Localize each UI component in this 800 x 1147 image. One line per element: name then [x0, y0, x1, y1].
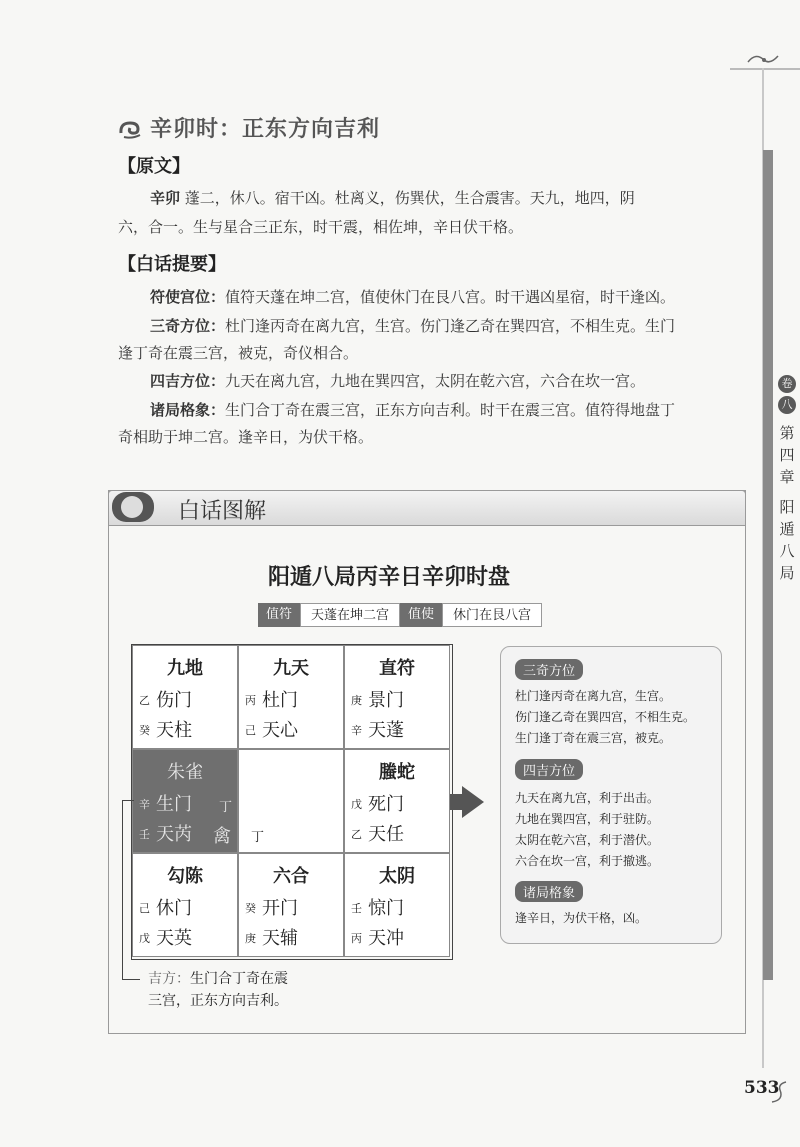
palace-god: 朱雀	[167, 762, 203, 783]
analysis-line: 九天在离九宫，利于出击。	[515, 791, 660, 805]
palace-cell	[344, 645, 450, 749]
chapter-edge-bar	[763, 150, 773, 980]
baihua-key: 三奇方位：	[150, 317, 226, 335]
palace-stem: 戊	[139, 932, 150, 945]
zhishi-label: 值使	[400, 603, 442, 627]
analysis-heading: 诸局格象	[515, 881, 583, 902]
chart-title: 阳遁八局丙辛日辛卯时盘	[268, 565, 511, 590]
palace-stem: 庚	[351, 694, 362, 707]
analysis-line: 杜门逢丙奇在离九宫，生宫。	[515, 689, 672, 703]
zhifu-zhishi-row	[258, 603, 542, 627]
palace-cell	[238, 853, 344, 957]
palace-door: 杜门	[262, 690, 298, 711]
yuanwen-line-2: 六，合一。生与星合三正东，时干震，相佐坤，辛日伏干格。	[118, 218, 524, 236]
palace-god: 六合	[273, 866, 309, 887]
yuanwen-lead: 辛卯	[150, 189, 181, 207]
palace-stem: 壬	[139, 828, 150, 841]
baihua-item-3	[150, 367, 645, 396]
bracket-line	[122, 800, 134, 801]
palace-stem: 癸	[245, 902, 256, 915]
baihua-text: 值符天蓬在坤二宫，值使休门在艮八宫。时干遇凶星宿，时干逢凶。	[225, 288, 676, 306]
nine-palace-grid	[131, 644, 453, 960]
palace-stem: 己	[245, 724, 256, 737]
palace-star: 天蓬	[368, 720, 404, 741]
auspicious-text: 三宫，正东方向吉利。	[148, 993, 288, 1009]
analysis-line: 生门逢丁奇在震三宫，被克。	[515, 731, 672, 745]
auspicious-label: 吉方：	[148, 971, 190, 987]
palace-door: 惊门	[368, 898, 404, 919]
palace-stem: 乙	[351, 828, 362, 841]
baihua-item-4	[150, 396, 675, 425]
baihua-key: 诸局格象：	[150, 401, 226, 419]
palace-god: 九天	[273, 658, 309, 679]
palace-extra-stem: 丁	[219, 800, 233, 815]
palace-door: 开门	[262, 898, 298, 919]
palace-star: 天心	[262, 720, 298, 741]
chapter-subtitle: 阳遁八局	[779, 498, 795, 582]
palace-stem: 癸	[139, 724, 150, 737]
yuanwen-text-1: 蓬二，休八。宿干凶。杜离义，伤巽伏，生合震害。天九，地四，阴	[180, 189, 635, 207]
page-number: 533	[744, 1078, 780, 1098]
page-ornament-icon	[770, 1080, 790, 1110]
palace-door: 伤门	[156, 690, 192, 711]
palace-extra-star: 禽	[213, 826, 231, 847]
zhifu-value: 天蓬在坤二宫	[300, 603, 400, 627]
palace-stem: 辛	[139, 798, 150, 811]
auspicious-direction-note	[148, 968, 288, 1012]
arrow-right-icon	[462, 786, 484, 818]
zhishi-value: 休门在艮八宫	[442, 603, 542, 627]
palace-stem: 庚	[245, 932, 256, 945]
palace-door: 死门	[368, 794, 404, 815]
auspicious-text: 生门合丁奇在震	[190, 971, 288, 987]
analysis-heading: 三奇方位	[515, 659, 583, 680]
palace-cell	[132, 645, 238, 749]
palace-star: 天冲	[368, 928, 404, 949]
yuanwen-line-1	[150, 184, 635, 213]
palace-cell	[132, 853, 238, 957]
analysis-heading: 四吉方位	[515, 759, 583, 780]
palace-cell	[344, 749, 450, 853]
cloud-ornament-icon	[118, 115, 144, 139]
baihua-key: 四吉方位：	[150, 372, 226, 390]
baihua-text: 奇相助于坤二宫。逢辛日，为伏干格。	[118, 428, 374, 446]
baihua-item-2	[150, 312, 675, 341]
palace-star: 天柱	[156, 720, 192, 741]
palace-stem: 壬	[351, 902, 362, 915]
top-rule	[730, 68, 800, 70]
palace-god: 直符	[379, 658, 415, 679]
palace-stem: 己	[139, 902, 150, 915]
panel-logo-icon	[112, 492, 154, 522]
baihua-item-1	[150, 283, 675, 312]
yuanwen-label: 【原文】	[118, 156, 190, 177]
palace-star: 天英	[156, 928, 192, 949]
baihua-text: 生门合丁奇在震三宫，正东方向吉利。时干在震三宫。值符得地盘丁	[225, 401, 676, 419]
panel-title: 白话图解	[178, 499, 267, 524]
bracket-line	[122, 979, 140, 980]
baihua-text: 杜门逢丙奇在离九宫，生宫。伤门逢乙奇在巽四宫，不相生克。生门	[225, 317, 676, 335]
palace-stem: 辛	[351, 724, 362, 737]
palace-god: 勾陈	[167, 866, 203, 887]
palace-cell-highlighted	[132, 749, 238, 853]
palace-door: 生门	[156, 794, 192, 815]
chapter-label: 第四章	[779, 424, 795, 486]
palace-star: 天任	[368, 824, 404, 845]
palace-door: 休门	[156, 898, 192, 919]
volume-badge: 八	[778, 396, 796, 414]
palace-god: 太阴	[379, 866, 415, 887]
palace-stem: 丙	[351, 932, 362, 945]
analysis-line: 九地在巽四宫，利于驻防。	[515, 812, 660, 826]
analysis-box	[500, 646, 722, 944]
analysis-line: 伤门逢乙奇在巽四宫，不相生克。	[515, 710, 696, 724]
section-heading-text: 辛卯时：正东方向吉利	[150, 117, 381, 142]
palace-cell	[344, 853, 450, 957]
baihua-key: 符使宫位：	[150, 288, 226, 306]
analysis-line: 六合在坎一宫，利于撤逃。	[515, 854, 660, 868]
analysis-line: 太阴在乾六宫，利于潜伏。	[515, 833, 660, 847]
baihua-text: 九天在离九宫，九地在巽四宫，太阴在乾六宫，六合在坎一宫。	[225, 372, 646, 390]
palace-cell-center	[238, 749, 344, 853]
analysis-line: 逢辛日，为伏干格，凶。	[515, 911, 648, 925]
section-heading	[118, 112, 380, 143]
palace-stem: 乙	[139, 694, 150, 707]
palace-god: 九地	[167, 658, 203, 679]
baihua-text: 逢丁奇在震三宫，被克，奇仪相合。	[118, 344, 359, 362]
palace-star: 天芮	[156, 824, 192, 845]
baihua-label: 【白话提要】	[118, 254, 226, 275]
bracket-line	[122, 800, 123, 980]
palace-door: 景门	[368, 690, 404, 711]
palace-star: 天辅	[262, 928, 298, 949]
volume-badge: 卷	[778, 375, 796, 393]
palace-god: 螣蛇	[379, 762, 415, 783]
palace-extra-stem: 丁	[251, 830, 265, 845]
palace-stem: 丙	[245, 694, 256, 707]
palace-stem: 戊	[351, 798, 362, 811]
palace-cell	[238, 645, 344, 749]
zhifu-label: 值符	[258, 603, 300, 627]
illustration-panel-header	[108, 490, 746, 526]
chapter-side-tab	[778, 375, 798, 584]
